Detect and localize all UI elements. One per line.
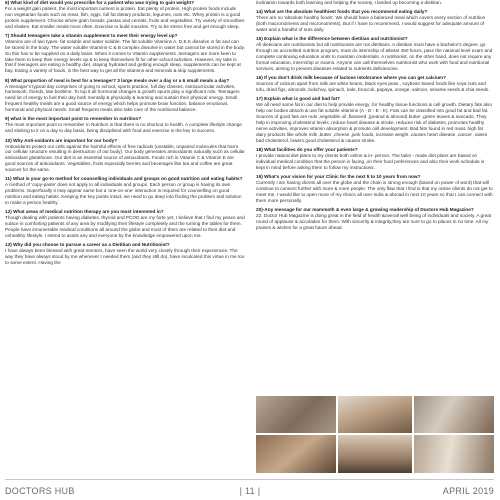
qa-item: [256, 207, 494, 231]
answer: Vitamins are of two types- fat soluble and water soluble. The fat soluble Vitamins A, D,E,K dissolve in fat and can be stored in the body. The water soluble Vitamins-C & B complex dissolve in water but cannot be stored in the body. So this has to be supplied on a daily basis. When it comes to Vitamin supplements ,teenagers are more keen to take them to keep their energy levels up & to keep themselves fit for other school activities. However, my take is that if teenagers are eating a healthy diet, staying hydrated and getting enough sleep, supplements can be kept at bay. Eating a variety of foods, is the best way to get all the vitamins and minerals & skip supplements.: [5, 38, 245, 74]
question: 7) Should teenagers take a vitamin supplement to meet their energy level up?: [5, 32, 178, 38]
photo-award: [256, 435, 336, 473]
right-column: [256, 0, 494, 234]
question: 9) what is the most important point to remember in nutrition?: [5, 116, 142, 122]
question: 18) What facilities do you offer your patients?: [256, 146, 358, 152]
qa-item: [256, 174, 494, 204]
question: 15) Explain what is the difference between dietitian and nutritionist?: [256, 36, 408, 42]
qa-item: [5, 242, 245, 266]
question: 20)-Any message for our mammoth & even large & growing readership of Doctors Hub Magazine?: [256, 206, 474, 212]
photo-event: [338, 435, 412, 473]
question: 19) What's your vision for your Clinic for the next 5 to 10 years from now?: [256, 173, 421, 179]
question: 16) If you don't drink milk because of lactose intolerance where you can get calcium?: [256, 75, 446, 81]
answer: I have always been blessed with great mentors, have seen the world very closely through their experiences. The way they have always stood by me whenever I needed them (and they still do), have inculcated this virtue in me too to some extent. Having the: [5, 248, 245, 265]
footer-issue-date: APRIL 2019: [442, 486, 494, 496]
photo-collage: [256, 396, 494, 473]
question: 17) Explain what is good and bad fat?: [256, 96, 340, 102]
qa-item: [256, 9, 494, 33]
footer-magazine-name: DOCTORS HUB: [5, 486, 75, 496]
answer: We all need some fat in our diet to help provide energy ,for healthy tissue functions & cell growth. Dietary fats also help our bodies absorb & use fat soluble vitamins (A - D - E - K). Fats can be classified into good fat and bad fat. Sources of good fats are nuts ,vegetable oil ,flaxseed ,(peanut & almond) butter ,green leaves & avocado. They help in improving cholesterol levels ,reduce heart disease & stroke, reduces risk of diabetes, promotes healthy nerve activities, improves vitamin absorption & promote cell development. Bad fats found in red meat, high fat dairy products like whole milk ,butter ,cheese ,junk foods, increase weight ,causes heart disease ,cancer ,raises bad cholesterol, lowers good cholesterol & causes stroke.: [256, 102, 492, 143]
answer: A teenager's typical day comprises of going to school, sports practice, full day classes, extracurricular activities, homework, friends, late bedtime. To top it all hormonal changes & growth spurts play a significant role. Teenagers need lot of energy to fuel their day both mentally & physically & learning and sustain their physical energy. Small frequent healthy meals are a good source of energy which helps promote brain function, balance emotional, hormonal and physical needs. Small frequent meals also take care of the nutritional balance.: [5, 83, 240, 113]
qa-item: [5, 176, 245, 206]
photo-portrait: [338, 396, 412, 433]
answer: Currently I am having clients all over the globe and the chain is strong enough (based on power of word) that will continue to connect further with more & more people. The only flaw that I find is that my online clients do not get to meet me. I would like to open more of my clinics all over India & abroad in next 10 years so that I can connect with them more personally.: [256, 179, 493, 203]
answer: Though dealing with patients having diabetes, thyroid and PCOD are my forte yet, I believe that I find my peace and solace in comforting patients of any area by modifying their lifestyle completely and the turning the tables for them. People have innumerable medical conditions all around the globe and most of them are related to their diet and unhealthy lifestyle. I intend to assist any and everyone by the knowledge empowered upon me.: [5, 215, 245, 238]
answer: 22. Doctor Hub Magazine is doing great in the field of health &overall well being of individuals and society. A great round of applause & accolades for them. With sincerity & integrity,they are sure to go to places in no time. All my praises & wishes for a great future ahead.: [256, 212, 492, 230]
question: 8) What proportion of meal is best for a teenager? 3 large meals over a day or a 6 small meals a day?: [5, 77, 230, 83]
photo-group: [414, 435, 494, 473]
answer: For a weight gain patient, the most important nutrient is protein. Eat plenty of protein, High protein foods include non vegetarian foods such as meat, fish, eggs, full fat dietary products, legumes, nuts etc. Whey protein is a good protein supplement. Choose whole grain breads ,pastas and cereals, fruits and vegetables. Try variety of smoothies and shakes. Eat smaller meals more often. Exercise to build muscles. Try to be stress free and get enough sleep.: [5, 5, 245, 29]
qa-item: [5, 116, 245, 134]
answer: The most important point to remember in Nutrition is that there is no shortcut to health. A complete lifestyle change and sticking to it on a day to day basis, being disciplined with food and exercise is the key to success.: [5, 122, 242, 134]
footer-divider: [5, 479, 494, 480]
answer: Antioxidants protect our cells against the harmful effects of free radicals (unstable, unpaired molecules that harm our cellular structure resulting in destruction of our body). Our body generates antioxidants naturally such as cellular antioxidant glutathione. Our diet is an essential source of antioxidants. Foods rich in Vitamin C & Vitamin E are good sources of antioxidants. Vegetables, fruits especially berries and beverages like tea and coffee are great sources for the same.: [5, 143, 245, 173]
answer: Sources of calcium apart from milk are white beans, black eyes peas , soybean based foods like soya nuts and tofu, dried figs, almonds ,bokchoy, spinach, kale, broccoli, papaya, orange, salmon, sesame seeds & chia seeds.: [256, 81, 490, 92]
answer-continued: inclination towards both learning and helping the society, I landed up becoming a dietitian.: [256, 0, 442, 5]
question: 11) What is your go-to method for counselling individuals and groups on good nutrition and eating habits?: [5, 176, 243, 182]
qa-item: [5, 33, 245, 74]
question: 12) What areas of medical nutrition therapy are you most interested in?: [5, 209, 164, 215]
left-column: [5, 0, 245, 269]
qa-item: [5, 138, 245, 173]
qa-item: [5, 209, 245, 239]
qa-item: [256, 75, 494, 93]
answer: There are no 'absolute healthy foods'. We should have a balanced meal which covers every section of nutrition (both macronutrients and micronutrients). But if I have to recommend, I would suggest for adequate amount of water and a handful of nuts daily.: [256, 15, 486, 33]
qa-item: [256, 0, 494, 6]
qa-item: [256, 147, 494, 171]
qa-item: [256, 96, 494, 143]
question: 14) What are the absolute healthiest foods that you recommend eating daily?: [256, 9, 428, 15]
qa-item: [256, 36, 494, 71]
question: 10) Why Anti-oxidants are important for our body?: [5, 137, 118, 143]
photo-clinic: [256, 396, 336, 433]
footer-page-number: | 11 |: [239, 486, 261, 496]
qa-item: [5, 78, 245, 113]
question: 6) What kind of diet would you prescribe for a patient who was trying to gain weight?: [5, 0, 195, 5]
answer: A method of 'copy-paste' does not apply to all individuals and groups. Each person or group is having its own problems. Superficially it may appear same but a 'one-on-one' interaction is required for counselling on good nutrition and eating habits. Keeping the key points intact, we need to go deep into finding the problem and solution to make a person healthy.: [5, 182, 242, 206]
answer: All dieticians are nutritionists but all nutritionists are not dietitians. A dietitian must have a bachelor's degree, go through an accredited nutrition program, must do internship of atleast 450 hours, pass the national level exam and complete continuing education units to maintain credentials. A nutritionist, on the other hand, does not require any formal education, internship or exams. Anyone can call themselves nutritionist who work with food and nutritional services, aiming to prevent diseases related to nutrients deficiencies.: [256, 42, 493, 71]
qa-item: [5, 0, 245, 30]
question: 13) Why did you choose to pursue a career as a Dietitian and Nutritionist?: [5, 242, 170, 248]
photo-consultation: [414, 396, 494, 433]
answer: I provide natural diet plans to my clients both online & in- person. The tailor - made diet plans are based on individual medical condition that the person is facing ,on their food preferences and also their work schedule is kept in mind before asking them to follow my instructions.: [256, 152, 485, 170]
